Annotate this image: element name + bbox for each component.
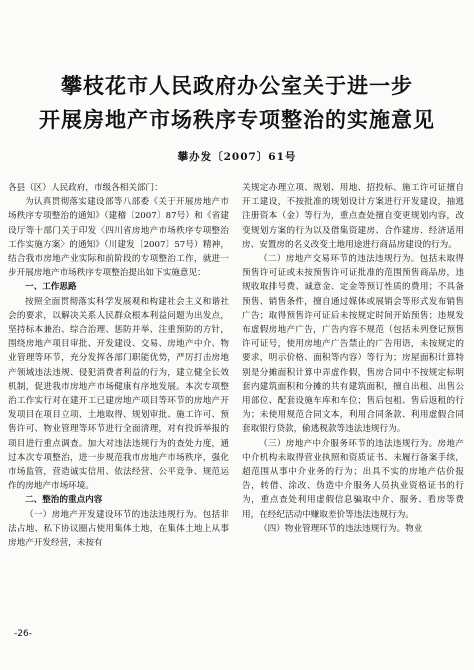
section-heading-work-approach: 一、工作思路 xyxy=(25,282,77,293)
key-content-item-4: （四）物业管理环节的违法违规行为。物业 xyxy=(259,523,423,534)
document-title-line2: 开展房地产市场秩序专项整治的实施意见 xyxy=(39,107,435,132)
work-approach-paragraph: 按照全面贯彻落实科学发展观和构建社会主义和谐社会的要求，以解决关系人民群众根本利益问题为出发点，坚持标本兼治、综合治理、惩防并举、注重预防的方针，围绕房地产项目审批、开发建设、交易、房地产中介、物业管理等环节，充分发挥各部门职能优势，严厉打击房地产领域违法违规、侵犯消费者利益的行为，建立健全长效机制，促进我市房地产市场健康有序地发展。本次专项整治工作实行对在建开工已建房地产项目等环节的房地产开发项目在项目立项、土地取得、规划审批、施工许可、预售许可、物业管理等环节进行全面清理，对有投诉举报的项目进行重点调查。加大对违法违规行为的查处力度，通过本次专项整治，进一步规范我市房地产市场秩序，强化市场监管，营造诚实信用、依法经营、公平竞争、规范运作的房地产市场环境。 xyxy=(8,296,229,492)
key-content-item-1: （一）房地产开发建设环节的违法违规行为。包括非法占地、私下协议圈占使用集体土地，在集体土地上从事房地产开发经营，未按有 xyxy=(8,509,229,549)
key-content-item-3: （三）房地产中介服务环节的违法违规行为。房地产中介机构未取得营业执照和资质证书、未履行备案手续，超范围从事中介业务的行为；出具不实的房地产估价报告，转借、涂改、伪造中介服务人员执业资格证书的行为，重点查处利用虚假信息骗取中介、服务、看房等费用，在经纪活动中赚取差价等违法违规行为。 xyxy=(242,438,464,520)
left-column xyxy=(8,181,229,550)
key-content-item-1-continued: 关规定办理立项、规划、用地、招投标、施工许可证擅自开工建设，不按批准的规划设计方案进行开发建设，抽逃注册资本（金）等行为，重点查处擅自变更规划内容，改变规划方案的行为以及借集资建房、合作建房、经济适用房、安置房的名义改变土地用途进行商品房建设的行为。 xyxy=(242,183,464,250)
page-number: -26- xyxy=(14,629,32,639)
salutation: 各县（区）人民政府，市级各相关部门： xyxy=(8,183,163,193)
key-content-item-2: （二）房地产交易环节的违法违规行为。包括未取得预售许可证或未按预售许可证批准的范围预售商品房，违规收取排号费、诚意金、定金等预订性质的费用；不具备预售、销售条件，擅自通过媒体或展销会等形式发布销售广告；取得预售许可证后未按规定时间开始预售；违规发布虚假房地产广告，广告内容不规范（包括未列登记预售许可证号，使用房地产广告禁止的广告用语，未按规定的要求，明示价格、面积等内容）等行为；房屋面积计算特别是分摊面积计算中弄虚作假，售房合同中不按规定标明套内建筑面积和分摊的共有建筑面积，擅自出租、出售公用部位、配套设施车库和车位；售后包租、售后返租的行为；未使用规范合同文本，利用合同条款、利用虚假合同套取银行贷款，偷逃税款等违法违规行为。 xyxy=(242,254,464,435)
document-title-line1: 攀枝花市人民政府办公室关于进一步 xyxy=(61,73,413,98)
intro-paragraph: 为认真贯彻落实建设部等八部委《关于开展房地产市场秩序专项整治的通知》（建稽〔2007〕87号）和《省建设厅等十部门关于印发〈四川省房地产市场秩序专项整治工作实施方案〉的通知》（川建发〔2007〕57号）精神，结合我市房地产业实际和前阶段的专项整治工作，就进一步开展房地产市场秩序专项整治提出如下实施意见： xyxy=(8,197,229,279)
document-number: 攀办发〔2007〕61号 xyxy=(177,151,297,163)
section-heading-key-content: 二、整治的重点内容 xyxy=(25,495,103,506)
right-column xyxy=(242,181,464,536)
